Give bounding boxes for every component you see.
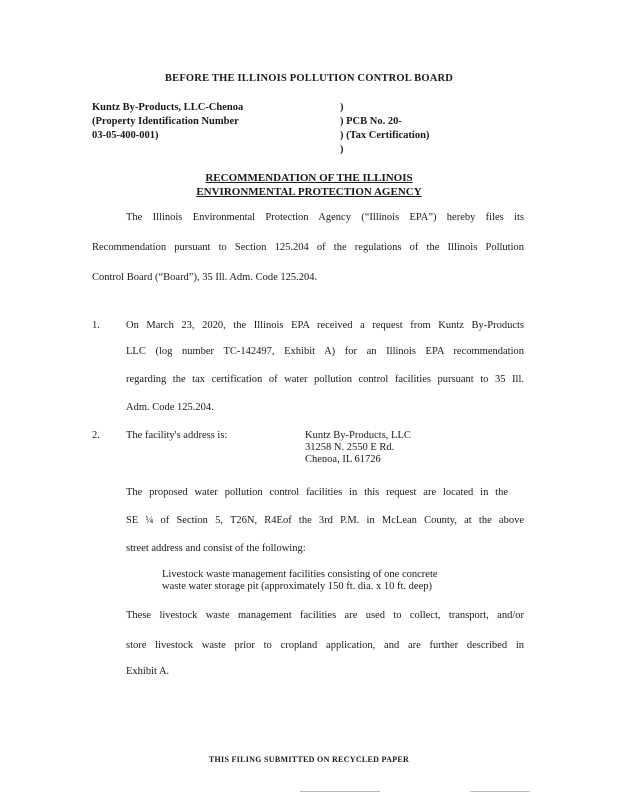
facility-address-label: The facility's address is: xyxy=(126,430,228,441)
address-line-3: Chenoa, IL 61726 xyxy=(305,454,381,465)
board-heading: BEFORE THE ILLINOIS POLLUTION CONTROL BOARD xyxy=(164,73,454,84)
scan-artifact-line xyxy=(300,791,380,792)
item-2-line-5: store livestock waste prior to cropland application, and are further described in xyxy=(126,640,524,651)
caption-pcb-number: ) PCB No. 20- xyxy=(340,116,402,127)
facility-description-block xyxy=(162,569,438,593)
caption-paren-4: ) xyxy=(340,144,344,155)
item-2-line-3: street address and consist of the following: xyxy=(126,543,306,554)
item-2-line-1: The proposed water pollution control facilities in this request are located in the xyxy=(126,487,508,498)
item-1-line-2: LLC (log number TC-142497, Exhibit A) for an Illinois EPA recommendation xyxy=(126,346,524,357)
scan-artifact-line xyxy=(470,791,530,792)
intro-line-3: Control Board (“Board”), 35 Ill. Adm. Code 125.204. xyxy=(92,272,318,283)
item-2-line-4: These livestock waste management facilities are used to collect, transport, and/or xyxy=(126,610,524,621)
intro-line-2: Recommendation pursuant to Section 125.204 of the regulations of the Illinois Pollution xyxy=(92,242,524,253)
recycled-paper-footer: THIS FILING SUBMITTED ON RECYCLED PAPER xyxy=(208,755,410,764)
address-line-1: Kuntz By-Products, LLC xyxy=(305,430,411,441)
facility-description-line-2: waste water storage pit (approximately 150 ft. dia. x 10 ft. deep) xyxy=(162,581,432,592)
item-1-line-3: regarding the tax certification of water pollution control facilities pursuant to 35 Ill. xyxy=(126,374,524,385)
item-2-line-2: SE ¼ of Section 5, T26N, R4Eof the 3rd P.M. in McLean County, at the above xyxy=(126,515,524,526)
caption-tax-certification: ) (Tax Certification) xyxy=(340,130,430,141)
item-1-line-4: Adm. Code 125.204. xyxy=(126,402,214,413)
intro-line-1: The Illinois Environmental Protection Agency (“Illinois EPA”) hereby files its xyxy=(126,212,524,223)
caption-pin-label: (Property Identification Number xyxy=(92,116,239,127)
caption-paren-1: ) xyxy=(340,102,344,113)
case-caption-docket xyxy=(340,101,429,157)
document-title xyxy=(0,171,618,199)
facility-description-line-1: Livestock waste management facilities consisting of one concrete xyxy=(162,569,438,580)
title-line-1: RECOMMENDATION OF THE ILLINOIS xyxy=(205,172,413,184)
caption-party-name: Kuntz By-Products, LLC-Chenoa xyxy=(92,102,244,113)
caption-pin-number: 03-05-400-001) xyxy=(92,130,159,141)
address-line-2: 31258 N. 2550 E Rd. xyxy=(305,442,395,453)
item-1-line-1: On March 23, 2020, the Illinois EPA received a request from Kuntz By-Products xyxy=(126,320,524,331)
item-2-line-6: Exhibit A. xyxy=(126,666,170,677)
item-1-number: 1. xyxy=(92,320,100,331)
case-caption-party xyxy=(92,101,243,143)
title-line-2: ENVIRONMENTAL PROTECTION AGENCY xyxy=(196,186,422,198)
item-2-number: 2. xyxy=(92,430,100,441)
facility-address-block xyxy=(305,430,411,466)
